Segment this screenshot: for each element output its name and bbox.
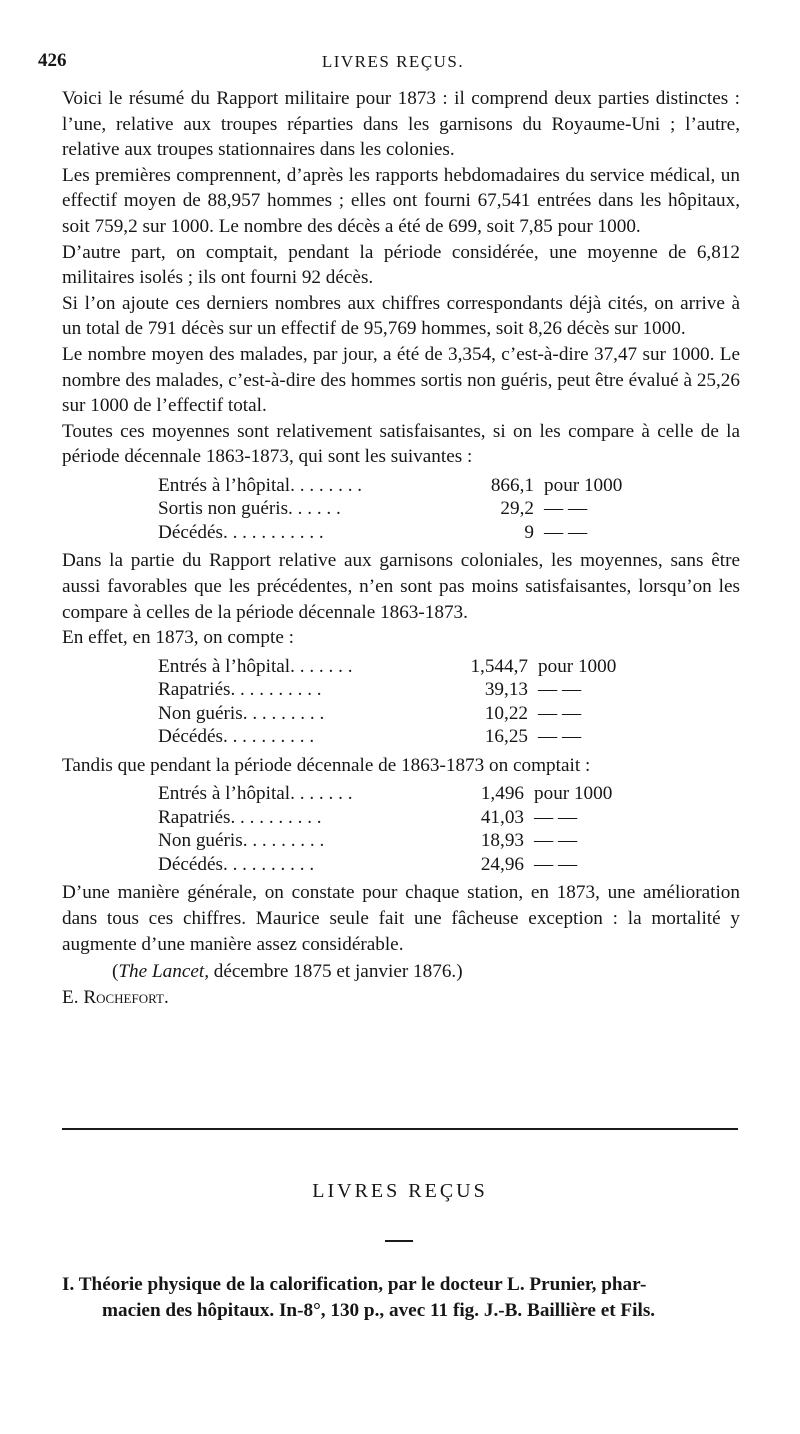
table-unit: pour 1000: [534, 783, 613, 805]
table-value: 866,1: [490, 474, 534, 496]
table-label: Rapatriés. . . . . . . . . .: [158, 679, 322, 701]
decennial-colonial-table: [158, 782, 612, 876]
short-divider: [385, 1240, 413, 1242]
paragraph-daily-sick: Le nombre moyen des malades, par jour, a été de 3,354, c’est-à-dire 37,47 sur 1000. Le nombre des malades, c’est-à-dire des hommes sortis non guéris, peut être évalué à 25,26 sur 1000 de l’effectif total.: [62, 343, 740, 417]
table-value: 24,96: [480, 853, 524, 875]
table-value: 1,496: [480, 783, 524, 805]
table-value: 1,544,7: [470, 655, 528, 677]
table-label: Entrés à l’hôpital. . . . . . .: [158, 783, 353, 805]
entry-line-2: macien des hôpitaux. In-8°, 130 p., avec 11 fig. J.-B. Baillière et Fils.: [102, 1300, 656, 1321]
page-header: [38, 50, 748, 76]
table-value: 16,25: [484, 726, 528, 748]
table-unit: — —: [544, 521, 588, 543]
colonial-1873-table: [158, 655, 616, 749]
table-unit: — —: [534, 830, 578, 852]
table-value: 39,13: [484, 679, 528, 701]
paragraph-total-deaths: Si l’on ajoute ces derniers nombres aux chiffres correspondants déjà cités, on arrive à un total de 791 décès sur un effectif de 95,769 hommes, soit 8,26 décès sur 1000.: [62, 292, 740, 340]
entry-number: I.: [62, 1274, 75, 1295]
entry-line-1: Théorie physique de la calorification, par le docteur L. Prunier, phar-: [78, 1274, 647, 1295]
book-entry: [62, 1272, 746, 1324]
table-value: 9: [524, 521, 534, 543]
table-label: Rapatriés. . . . . . . . . .: [158, 806, 322, 828]
table-label: Décédés. . . . . . . . . .: [158, 726, 315, 748]
table-label: Entrés à l’hôpital. . . . . . .: [158, 655, 353, 677]
paragraph-conclusion: D’une manière générale, on constate pour chaque station, en 1873, une amélioration dans tous ces chiffres. Maurice seule fait une fâcheuse exception : la mortalité y augmente d’une manière assez considérable.: [62, 882, 740, 955]
table-value: 18,93: [480, 830, 524, 852]
table-label: Non guéris. . . . . . . . .: [158, 702, 325, 724]
table-row: [158, 678, 616, 702]
paragraph-in-1873: En effet, en 1873, on compte :: [62, 627, 294, 649]
table-unit: — —: [534, 853, 578, 875]
table-unit: pour 1000: [538, 655, 617, 677]
table-row: [158, 702, 616, 726]
table-label: Entrés à l’hôpital. . . . . . . .: [158, 474, 363, 496]
table-unit: pour 1000: [544, 474, 623, 496]
table-row: [158, 497, 622, 521]
paragraph-uk-garrisons: Les premières comprennent, d’après les rapports hebdomadaires du service médical, un effectif moyen de 88,957 hommes ; elles ont fourni 67,541 entrées dans les hôpitaux, soit 759,2 sur 1000. Le nombre des décès a été de 699, soit 7,85 pour 1000.: [62, 164, 740, 237]
table-row: [158, 474, 622, 498]
table-label: Non guéris. . . . . . . . .: [158, 830, 325, 852]
paragraph-isolated-soldiers: D’autre part, on comptait, pendant la période considérée, une moyenne de 6,812 militaires isolés ; ils ont fourni 92 décès.: [62, 241, 740, 289]
author-signature: E. Rochefort.: [62, 986, 169, 1008]
paragraph-comparison: Toutes ces moyennes sont relativement satisfaisantes, si on les compare à celle de la période décennale 1863-1873, qui sont les suivantes :: [62, 420, 740, 468]
section-title: LIVRES REÇUS: [312, 1180, 488, 1202]
table-row: [158, 655, 616, 679]
decennial-uk-table: [158, 474, 622, 545]
paragraph-decennial-colonial: Tandis que pendant la période décennale de 1863-1873 on comptait :: [62, 754, 591, 776]
table-value: 10,22: [484, 702, 528, 724]
paragraph-colonial-garrisons: Dans la partie du Rapport relative aux garnisons coloniales, les moyennes, sans être aussi favorables que les précédentes, n’en sont pas moins satisfaisantes, lorsqu’on les compare à celles de la période décennale 1863-1873.: [62, 550, 740, 623]
table-unit: — —: [538, 679, 582, 701]
page-number: 426: [38, 50, 67, 71]
table-label: Décédés. . . . . . . . . .: [158, 853, 315, 875]
table-value: 29,2: [500, 498, 534, 520]
table-unit: — —: [538, 726, 582, 748]
table-value: 41,03: [480, 806, 524, 828]
table-row: [158, 782, 612, 806]
table-label: Sortis non guéris. . . . . .: [158, 498, 341, 520]
table-label: Décédés. . . . . . . . . . .: [158, 521, 324, 543]
table-unit: — —: [544, 498, 588, 520]
table-row: [158, 829, 612, 853]
table-row: [158, 806, 612, 830]
running-title: LIVRES REÇUS.: [321, 52, 465, 71]
citation-dates: décembre 1875 et janvier 1876.): [209, 961, 463, 983]
source-citation: (The Lancet, décembre 1875 et janvier 1876.): [112, 961, 463, 983]
section-divider: [62, 1128, 738, 1130]
journal-title: The Lancet,: [118, 961, 209, 983]
table-unit: — —: [538, 702, 582, 724]
paragraph-summary: Voici le résumé du Rapport militaire pour 1873 : il comprend deux parties distinctes : l’une, relative aux troupes réparties dans les garnisons du Royaume-Uni ; l’autre, relative aux troupes stationnaires dans les colonies.: [62, 88, 740, 161]
table-row: [158, 725, 616, 749]
article-body: [62, 86, 740, 1010]
table-row: [158, 521, 622, 545]
table-row: [158, 853, 612, 877]
table-unit: — —: [534, 806, 578, 828]
